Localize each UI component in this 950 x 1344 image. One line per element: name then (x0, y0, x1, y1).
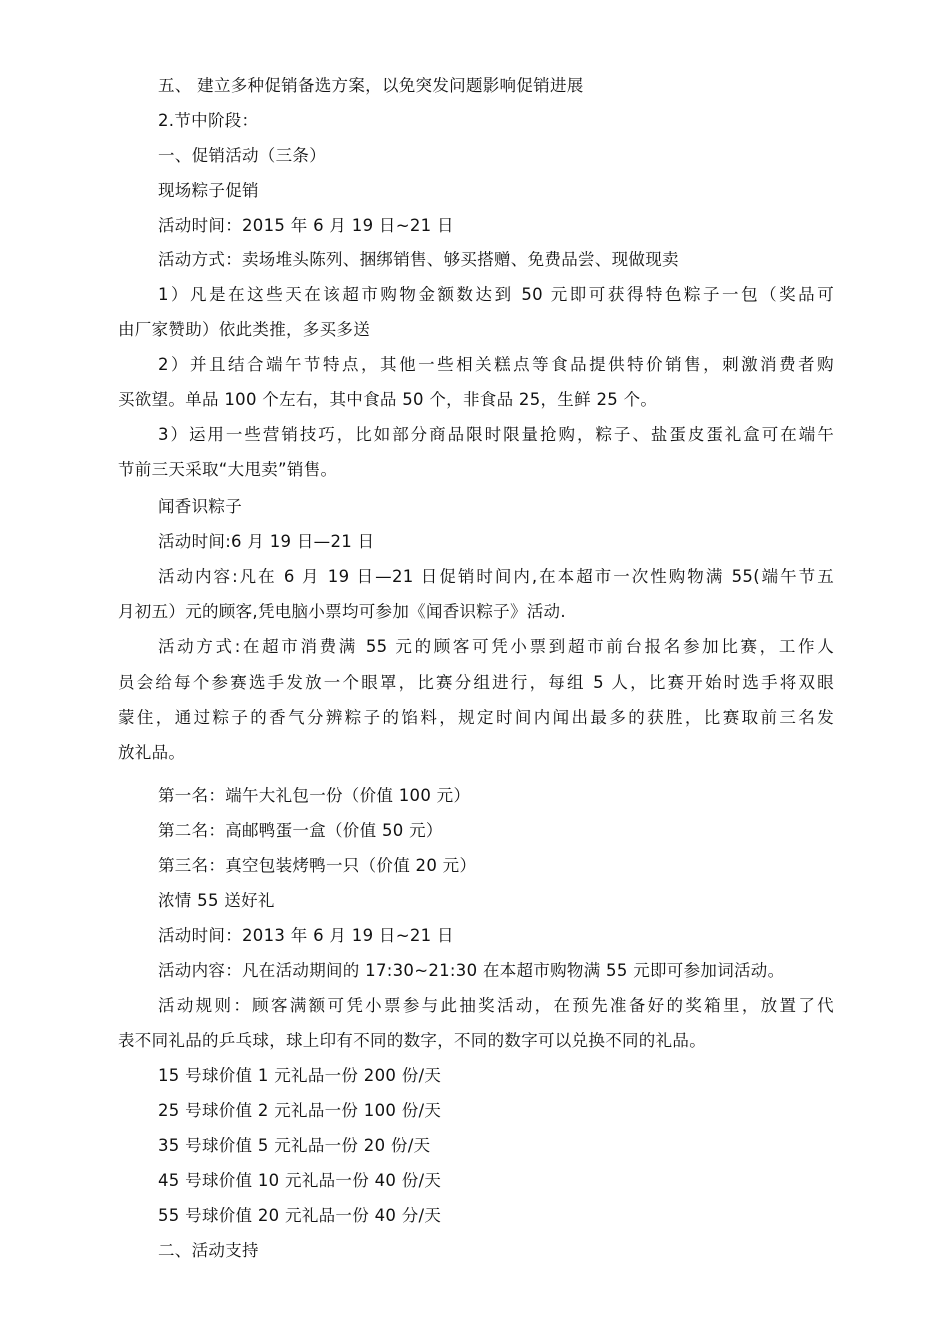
text-line: 25 号球价值 2 元礼品一份 100 份/天 (158, 1101, 442, 1120)
text-line: 二、活动支持 (158, 1241, 259, 1260)
text-line: 45 号球价值 10 元礼品一份 40 份/天 (158, 1171, 442, 1190)
text-line: 活动内容：凡在活动期间的 17:30~21:30 在本超市购物满 55 元即可参加词活动。 (158, 961, 785, 980)
text-line: 35 号球价值 5 元礼品一份 20 份/天 (158, 1136, 431, 1155)
text-line: 节前三天采取“大甩卖”销售。 (118, 460, 338, 479)
text-line: 活动方式：卖场堆头陈列、捆绑销售、够买搭赠、免费品尝、现做现卖 (158, 250, 679, 269)
text-line: 55 号球价值 20 元礼品一份 40 分/天 (158, 1206, 442, 1225)
text-line: 买欲望。单品 100 个左右，其中食品 50 个，非食品 25，生鲜 25 个。 (118, 390, 658, 409)
text-line: 2.节中阶段： (158, 111, 259, 130)
text-line: 2）并且结合端午节特点，其他一些相关糕点等食品提供特价销售，刺激消费者购 (158, 355, 834, 374)
text-line: 第三名：真空包装烤鸭一只（价值 20 元） (158, 856, 477, 875)
text-line: 五、 建立多种促销备选方案，以免突发问题影响促销进展 (158, 76, 584, 95)
text-line: 闻香识粽子 (158, 497, 242, 516)
text-line: 第二名：高邮鸭蛋一盒（价值 50 元） (158, 821, 443, 840)
text-line: 由厂家赞助）依此类推，多买多送 (118, 320, 370, 339)
text-line: 活动时间：2013 年 6 月 19 日~21 日 (158, 926, 454, 945)
text-line: 放礼品。 (118, 743, 186, 762)
text-line: 蒙住，通过粽子的香气分辨粽子的馅料，规定时间内闻出最多的获胜，比赛取前三名发 (118, 708, 834, 727)
text-line: 现场粽子促销 (158, 181, 259, 200)
text-line: 15 号球价值 1 元礼品一份 200 份/天 (158, 1066, 442, 1085)
text-line: 活动规则：顾客满额可凭小票参与此抽奖活动，在预先准备好的奖箱里，放置了代 (158, 996, 834, 1015)
text-line: 一、促销活动（三条） (158, 146, 326, 165)
text-line: 活动时间：2015 年 6 月 19 日~21 日 (158, 216, 454, 235)
text-line: 月初五）元的顾客,凭电脑小票均可参加《闻香识粽子》活动. (118, 602, 566, 621)
text-line: 浓情 55 送好礼 (158, 891, 275, 910)
text-line: 活动内容:凡在 6 月 19 日—21 日促销时间内,在本超市一次性购物满 55(端午节五 (158, 567, 834, 586)
text-line: 活动时间:6 月 19 日—21 日 (158, 532, 375, 551)
text-line: 员会给每个参赛选手发放一个眼罩，比赛分组进行，每组 5 人，比赛开始时选手将双眼 (118, 673, 834, 692)
text-line: 表不同礼品的乒乓球，球上印有不同的数字，不同的数字可以兑换不同的礼品。 (118, 1031, 706, 1050)
text-line: 第一名：端午大礼包一份（价值 100 元） (158, 786, 471, 805)
text-line: 3）运用一些营销技巧，比如部分商品限时限量抢购，粽子、盐蛋皮蛋礼盒可在端午 (158, 425, 834, 444)
text-line: 1）凡是在这些天在该超市购物金额数达到 50 元即可获得特色粽子一包（奖品可 (158, 285, 834, 304)
text-line: 活动方式:在超市消费满 55 元的顾客可凭小票到超市前台报名参加比赛，工作人 (158, 637, 834, 656)
